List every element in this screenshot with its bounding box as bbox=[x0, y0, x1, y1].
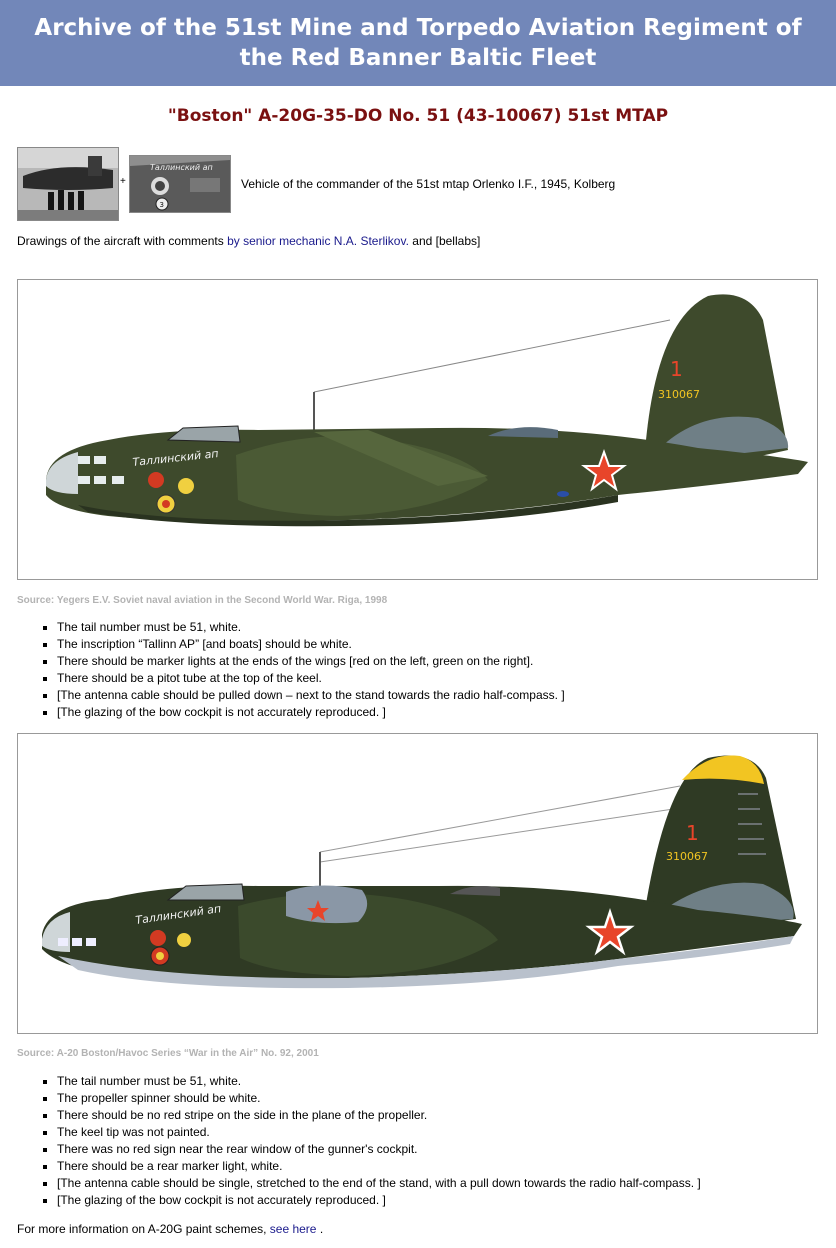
profile-1-source: Source: Yegers E.V. Soviet naval aviation in the Second World War. Riga, 1998 bbox=[17, 595, 388, 606]
see-here-link[interactable]: see here bbox=[269, 1222, 317, 1236]
list-item: ▪ [The glazing of the bow cockpit is not accurately reproduced. ] bbox=[57, 1192, 701, 1209]
profile-2-notes bbox=[17, 1073, 701, 1209]
aircraft-profile-2-drawing bbox=[18, 734, 817, 1033]
list-item: ▪ The inscription “Tallinn AP” [and boats] should be white. bbox=[57, 636, 565, 653]
tail-serial-1: 310067 bbox=[658, 388, 700, 401]
footer-more-info bbox=[17, 1222, 323, 1236]
list-item: ▪ There should be no red stripe on the side in the plane of the propeller. bbox=[57, 1107, 701, 1124]
list-item: ▪ The tail number must be 51, white. bbox=[57, 619, 565, 636]
list-item: ▪ The tail number must be 51, white. bbox=[57, 1073, 701, 1090]
tail-serial-2: 310067 bbox=[666, 850, 708, 863]
insignia-number: 3 bbox=[159, 201, 164, 209]
list-item: ▪ There should be marker lights at the ends of the wings [red on the left, green on the right]. bbox=[57, 653, 565, 670]
aircraft-profile-2 bbox=[17, 733, 818, 1034]
list-item: ▪ There should be a pitot tube at the top of the keel. bbox=[57, 670, 565, 687]
tail-number-1: 1 bbox=[670, 357, 683, 381]
drawings-prefix: Drawings of the aircraft with comments bbox=[17, 234, 228, 248]
nose-inscription-1: Таллинский ап bbox=[131, 447, 220, 469]
svg-text:Таллинский ап: Таллинский ап bbox=[150, 163, 213, 172]
list-item: ▪ There was no red sign near the rear window of the gunner's cockpit. bbox=[57, 1141, 701, 1158]
list-item: ▪ The keel tip was not painted. bbox=[57, 1124, 701, 1141]
drawings-credit bbox=[17, 234, 480, 248]
photo-thumbnail-nose[interactable] bbox=[129, 155, 231, 213]
aircraft-subtitle: "Boston" A-20G-35-DO No. 51 (43-10067) 51st MTAP bbox=[167, 106, 669, 126]
list-item: ▪ [The antenna cable should be pulled down – next to the stand towards the radio half-compass. ] bbox=[57, 687, 565, 704]
page-header bbox=[0, 0, 836, 86]
list-item: ▪ The propeller spinner should be white. bbox=[57, 1090, 701, 1107]
footer-prefix: For more information on A-20G paint schemes, bbox=[17, 1222, 270, 1236]
crew-photo-image bbox=[18, 148, 118, 220]
list-item: ▪ [The glazing of the bow cockpit is not accurately reproduced. ] bbox=[57, 704, 565, 721]
tail-number-2: 1 bbox=[686, 821, 699, 845]
page-title: Archive of the 51st Mine and Torpedo Aviation Regiment of the Red Banner Baltic Fleet bbox=[34, 15, 802, 71]
drawings-suffix: and [bellabs] bbox=[408, 234, 481, 248]
photo-caption: Vehicle of the commander of the 51st mtap Orlenko I.F., 1945, Kolberg bbox=[241, 177, 616, 191]
nose-photo-image bbox=[130, 156, 230, 212]
plus-sign: + bbox=[120, 176, 126, 187]
footer-suffix: . bbox=[316, 1222, 324, 1236]
photo-thumbnail-crew[interactable] bbox=[17, 147, 119, 221]
list-item: ▪ [The antenna cable should be single, stretched to the end of the stand, with a pull down towards the radio half-compass. ] bbox=[57, 1175, 701, 1192]
nose-inscription-2: Таллинский ап bbox=[134, 902, 222, 927]
sterlikov-link[interactable]: by senior mechanic N.A. Sterlikov. bbox=[227, 234, 409, 248]
aircraft-profile-1 bbox=[17, 279, 818, 580]
profile-2-source: Source: A-20 Boston/Havoc Series “War in the Air” No. 92, 2001 bbox=[17, 1048, 319, 1059]
aircraft-profile-1-drawing bbox=[18, 280, 817, 579]
profile-1-notes bbox=[17, 619, 565, 721]
list-item: ▪ There should be a rear marker light, white. bbox=[57, 1158, 701, 1175]
